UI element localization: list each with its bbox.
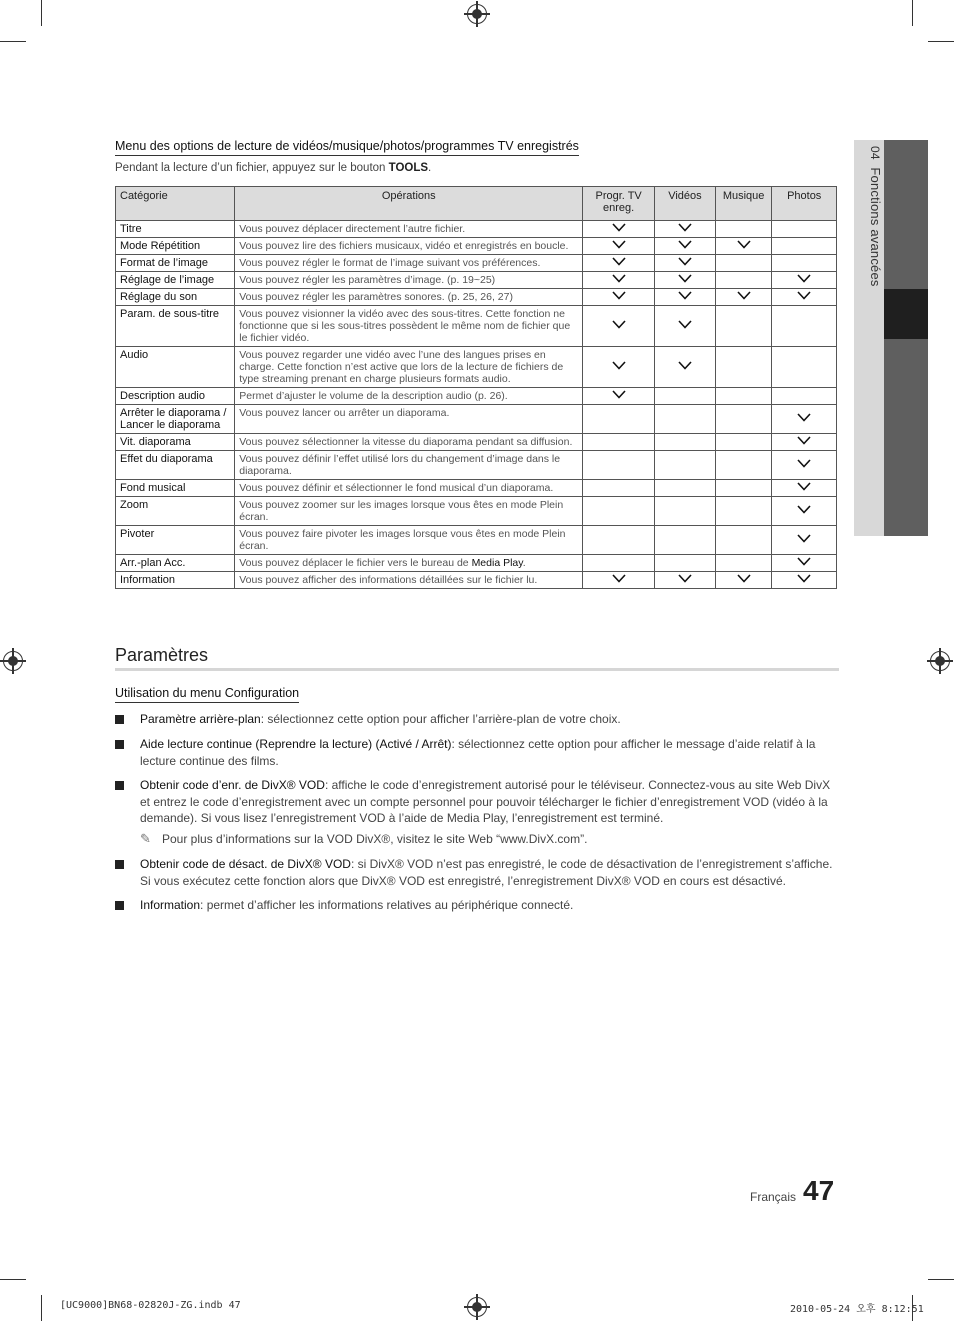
item-text: : affiche le code d’enregistrement autorisé pour le téléviseur. Connectez-vous au site Web DivX et entrez le code d’enregistrement avec un compte personnel pour pouvoir télécharger le fichier d’enregistrement VOD (vidéo à la demande). Si vous lisez l’enregistrement VOD à l’aide de Media Play, l’enregistrement est terminé. — [140, 778, 831, 825]
checkmark-icon — [678, 240, 692, 252]
cell-pho — [772, 306, 837, 347]
checkmark-icon — [797, 413, 811, 425]
cell-tv — [583, 347, 655, 388]
operation-text: Vous pouvez lancer ou arrêter un diaporama. — [239, 407, 450, 419]
table-row — [116, 221, 837, 238]
cell-pho — [772, 238, 837, 255]
list-item — [115, 897, 837, 914]
row-operation — [235, 572, 583, 589]
checkmark-icon — [678, 274, 692, 286]
row-category: Titre — [116, 221, 235, 238]
crop-mark — [928, 1279, 954, 1280]
col-header-music: Musique — [715, 187, 772, 221]
table-row — [116, 388, 837, 405]
cell-tv — [583, 555, 655, 572]
row-operation — [235, 221, 583, 238]
row-operation — [235, 555, 583, 572]
cell-vid — [655, 347, 716, 388]
cell-pho — [772, 451, 837, 480]
checkmark-icon — [678, 257, 692, 269]
checkmark-icon — [737, 574, 751, 586]
cell-pho — [772, 388, 837, 405]
item-text: : permet d’afficher les informations relatives au périphérique connecté. — [200, 898, 574, 912]
col-header-category: Catégorie — [116, 187, 235, 221]
cell-tv — [583, 434, 655, 451]
table-row — [116, 434, 837, 451]
list-item — [115, 736, 837, 769]
operation-text: Vous pouvez afficher des informations détaillées sur le fichier lu. — [239, 574, 538, 586]
table-row — [116, 289, 837, 306]
print-info-left: [UC9000]BN68-02820J-ZG.indb 47 — [60, 1300, 241, 1311]
item-label: Information — [140, 898, 201, 912]
row-operation — [235, 238, 583, 255]
row-operation — [235, 347, 583, 388]
row-operation — [235, 434, 583, 451]
checkmark-icon — [612, 390, 626, 402]
cell-pho — [772, 289, 837, 306]
registration-mark-icon — [3, 651, 23, 671]
cell-tv — [583, 405, 655, 434]
cell-mus — [715, 526, 772, 555]
cell-mus — [715, 480, 772, 497]
registration-mark-icon — [467, 4, 487, 24]
item-text: : sélectionnez cette option pour afficher l’arrière-plan de votre choix. — [260, 712, 621, 726]
section-title: Menu des options de lecture de vidéos/musique/photos/programmes TV enregistrés — [115, 139, 579, 156]
cell-pho — [772, 255, 837, 272]
row-operation — [235, 388, 583, 405]
cell-vid — [655, 480, 716, 497]
operation-text: Vous pouvez régler les paramètres sonores. (p. 25, 26, 27) — [239, 291, 513, 303]
table-row — [116, 347, 837, 388]
cell-mus — [715, 451, 772, 480]
table-row — [116, 272, 837, 289]
col-header-photos: Photos — [772, 187, 837, 221]
options-table — [115, 186, 837, 589]
cell-vid — [655, 451, 716, 480]
operation-text: Vous pouvez regarder une vidéo avec l’une des langues prises en charge. Cette fonction n’est active que lors de la lecture de fichiers de type streaming prenant en charge plusieurs formats audio. — [239, 349, 564, 385]
table-row — [116, 405, 837, 434]
bullet-square-icon — [115, 860, 124, 869]
intro-end: . — [428, 162, 432, 174]
cell-vid — [655, 405, 716, 434]
operation-text: Vous pouvez déplacer le fichier vers le bureau de — [239, 557, 472, 569]
row-operation — [235, 289, 583, 306]
checkmark-icon — [612, 257, 626, 269]
cell-mus — [715, 388, 772, 405]
cell-tv — [583, 388, 655, 405]
item-label: Paramètre arrière-plan — [140, 712, 261, 726]
chapter-label — [855, 146, 883, 287]
checkmark-icon — [797, 291, 811, 303]
checkmark-icon — [737, 240, 751, 252]
item-text: : sélectionnez cette option pour afficher le message d’aide relatif à la lecture continue des films. — [140, 737, 816, 768]
operation-end: . — [522, 557, 526, 569]
cell-vid — [655, 388, 716, 405]
operation-text: Vous pouvez régler le format de l’image suivant vos préférences. — [239, 257, 541, 269]
cell-vid — [655, 272, 716, 289]
row-operation — [235, 255, 583, 272]
operation-text: Vous pouvez définir et sélectionner le fond musical d’un diaporama. — [239, 482, 554, 494]
operation-text: Vous pouvez régler les paramètres d’image. (p. 19~25) — [239, 274, 496, 286]
table-row — [116, 497, 837, 526]
bullet-square-icon — [115, 781, 124, 790]
table-row — [116, 451, 837, 480]
row-category: Fond musical — [116, 480, 235, 497]
row-operation — [235, 451, 583, 480]
cell-tv — [583, 238, 655, 255]
checkmark-icon — [797, 505, 811, 517]
row-category: Format de l’image — [116, 255, 235, 272]
cell-pho — [772, 555, 837, 572]
operation-text: Vous pouvez visionner la vidéo avec des sous-titres. Cette fonction ne fonctionne que si les sous-titres possèdent le même nom de fichier que le fichier vidéo. — [239, 308, 571, 344]
col-header-videos: Vidéos — [655, 187, 716, 221]
checkmark-icon — [737, 291, 751, 303]
operation-text: Vous pouvez zoomer sur les images lorsque vous êtes en mode Plein écran. — [239, 499, 564, 523]
cell-mus — [715, 555, 772, 572]
checkmark-icon — [678, 320, 692, 332]
row-category: Vit. diaporama — [116, 434, 235, 451]
cell-mus — [715, 347, 772, 388]
crop-mark — [0, 1279, 26, 1280]
cell-vid — [655, 306, 716, 347]
list-item — [115, 856, 837, 889]
registration-mark-icon — [467, 1297, 487, 1317]
row-operation — [235, 526, 583, 555]
row-category: Effet du diaporama — [116, 451, 235, 480]
table-row — [116, 555, 837, 572]
row-category: Pivoter — [116, 526, 235, 555]
cell-tv — [583, 526, 655, 555]
cell-pho — [772, 572, 837, 589]
cell-vid — [655, 238, 716, 255]
page-number: 47 — [803, 1175, 835, 1206]
cell-vid — [655, 526, 716, 555]
row-category: Arrêter le diaporama / Lancer le diaporama — [116, 405, 235, 434]
checkmark-icon — [612, 574, 626, 586]
bullet-square-icon — [115, 715, 124, 724]
cell-tv — [583, 221, 655, 238]
cell-mus — [715, 289, 772, 306]
registration-mark-icon — [930, 651, 950, 671]
cell-tv — [583, 572, 655, 589]
item-label: Obtenir code de désact. de DivX® VOD — [140, 857, 351, 871]
cell-mus — [715, 497, 772, 526]
item-text: : si DivX® VOD n’est pas enregistré, le code de désactivation de l’enregistrement s’affiche. Si vous exécutez cette fonction alors que DivX® VOD est enregistré, l’enregistrement DivX® VOD en cours est désactivé. — [140, 857, 833, 888]
chapter-tab-block — [884, 339, 928, 536]
bullet-square-icon — [115, 740, 124, 749]
note — [140, 831, 840, 847]
operation-text: Permet d’ajuster le volume de la description audio (p. 26). — [239, 390, 508, 402]
row-category: Réglage du son — [116, 289, 235, 306]
cell-pho — [772, 272, 837, 289]
row-category: Information — [116, 572, 235, 589]
checkmark-icon — [678, 291, 692, 303]
heading-divider — [115, 668, 839, 671]
intro-text: Pendant la lecture d’un fichier, appuyez sur le bouton — [115, 162, 389, 174]
tools-key: TOOLS — [388, 162, 429, 174]
row-operation — [235, 272, 583, 289]
cell-tv — [583, 272, 655, 289]
row-operation — [235, 405, 583, 434]
print-info-right: 2010-05-24 오후 8:12:51 — [790, 1304, 924, 1315]
row-category: Arr.-plan Acc. — [116, 555, 235, 572]
crop-mark — [41, 1295, 42, 1321]
item-label: Aide lecture continue (Reprendre la lecture) (Activé / Arrêt) — [140, 737, 452, 751]
cell-mus — [715, 572, 772, 589]
chapter-title: Fonctions avancées — [868, 167, 883, 287]
row-category: Zoom — [116, 497, 235, 526]
crop-mark — [0, 41, 26, 42]
cell-mus — [715, 255, 772, 272]
params-subtitle: Utilisation du menu Configuration — [115, 686, 299, 703]
table-header-row — [116, 187, 837, 221]
cell-tv — [583, 451, 655, 480]
chapter-number: 04 — [868, 146, 882, 160]
checkmark-icon — [612, 240, 626, 252]
checkmark-icon — [612, 274, 626, 286]
checkmark-icon — [797, 436, 811, 448]
cell-tv — [583, 497, 655, 526]
cell-vid — [655, 497, 716, 526]
checkmark-icon — [797, 482, 811, 494]
cell-pho — [772, 526, 837, 555]
cell-vid — [655, 289, 716, 306]
operation-text: Vous pouvez lire des fichiers musicaux, vidéo et enregistrés en boucle. — [239, 240, 569, 252]
crop-mark — [928, 41, 954, 42]
chapter-tab-block — [884, 140, 928, 289]
cell-pho — [772, 497, 837, 526]
operation-bold: Media Play — [471, 557, 523, 569]
checkmark-icon — [678, 223, 692, 235]
checkmark-icon — [797, 459, 811, 471]
cell-mus — [715, 221, 772, 238]
bullet-square-icon — [115, 901, 124, 910]
table-row — [116, 480, 837, 497]
checkmark-icon — [612, 291, 626, 303]
table-row — [116, 526, 837, 555]
cell-vid — [655, 555, 716, 572]
row-category: Audio — [116, 347, 235, 388]
checkmark-icon — [797, 574, 811, 586]
row-operation — [235, 306, 583, 347]
list-item — [115, 777, 837, 827]
checkmark-icon — [678, 574, 692, 586]
table-row — [116, 255, 837, 272]
checkmark-icon — [797, 534, 811, 546]
cell-vid — [655, 572, 716, 589]
checkmark-icon — [678, 361, 692, 373]
params-heading: Paramètres — [115, 645, 209, 665]
section-intro — [115, 162, 431, 174]
cell-mus — [715, 306, 772, 347]
cell-mus — [715, 405, 772, 434]
checkmark-icon — [797, 274, 811, 286]
cell-pho — [772, 405, 837, 434]
checkmark-icon — [612, 320, 626, 332]
cell-vid — [655, 255, 716, 272]
col-header-operations: Opérations — [235, 187, 583, 221]
cell-mus — [715, 238, 772, 255]
cell-vid — [655, 221, 716, 238]
checkmark-icon — [612, 361, 626, 373]
item-label: Obtenir code d’enr. de DivX® VOD — [140, 778, 325, 792]
crop-mark — [41, 0, 42, 26]
cell-tv — [583, 480, 655, 497]
cell-pho — [772, 480, 837, 497]
checkmark-icon — [797, 557, 811, 569]
operation-text: Vous pouvez définir l’effet utilisé lors du changement d’image dans le diaporama. — [239, 453, 561, 477]
row-category: Param. de sous-titre — [116, 306, 235, 347]
cell-mus — [715, 434, 772, 451]
cell-tv — [583, 255, 655, 272]
col-header-tv: Progr. TV enreg. — [583, 187, 655, 221]
row-category: Mode Répétition — [116, 238, 235, 255]
pencil-note-icon: ✎ — [140, 831, 151, 846]
crop-mark — [912, 0, 913, 26]
table-row — [116, 238, 837, 255]
table-row — [116, 306, 837, 347]
row-category: Réglage de l’image — [116, 272, 235, 289]
operation-text: Vous pouvez déplacer directement l’autre fichier. — [239, 223, 466, 235]
cell-pho — [772, 221, 837, 238]
operation-text: Vous pouvez faire pivoter les images lorsque vous êtes en mode Plein écran. — [239, 528, 566, 552]
row-operation — [235, 480, 583, 497]
note-text: Pour plus d’informations sur la VOD DivX®, visitez le site Web “www.DivX.com”. — [162, 832, 588, 846]
chapter-tab-active — [884, 289, 928, 339]
cell-pho — [772, 347, 837, 388]
cell-vid — [655, 434, 716, 451]
footer-language: Français — [750, 1190, 797, 1204]
cell-pho — [772, 434, 837, 451]
row-operation — [235, 497, 583, 526]
cell-tv — [583, 306, 655, 347]
operation-text: Vous pouvez sélectionner la vitesse du diaporama pendant sa diffusion. — [239, 436, 573, 448]
cell-tv — [583, 289, 655, 306]
table-row — [116, 572, 837, 589]
row-category: Description audio — [116, 388, 235, 405]
checkmark-icon — [612, 223, 626, 235]
cell-mus — [715, 272, 772, 289]
list-item — [115, 711, 837, 728]
